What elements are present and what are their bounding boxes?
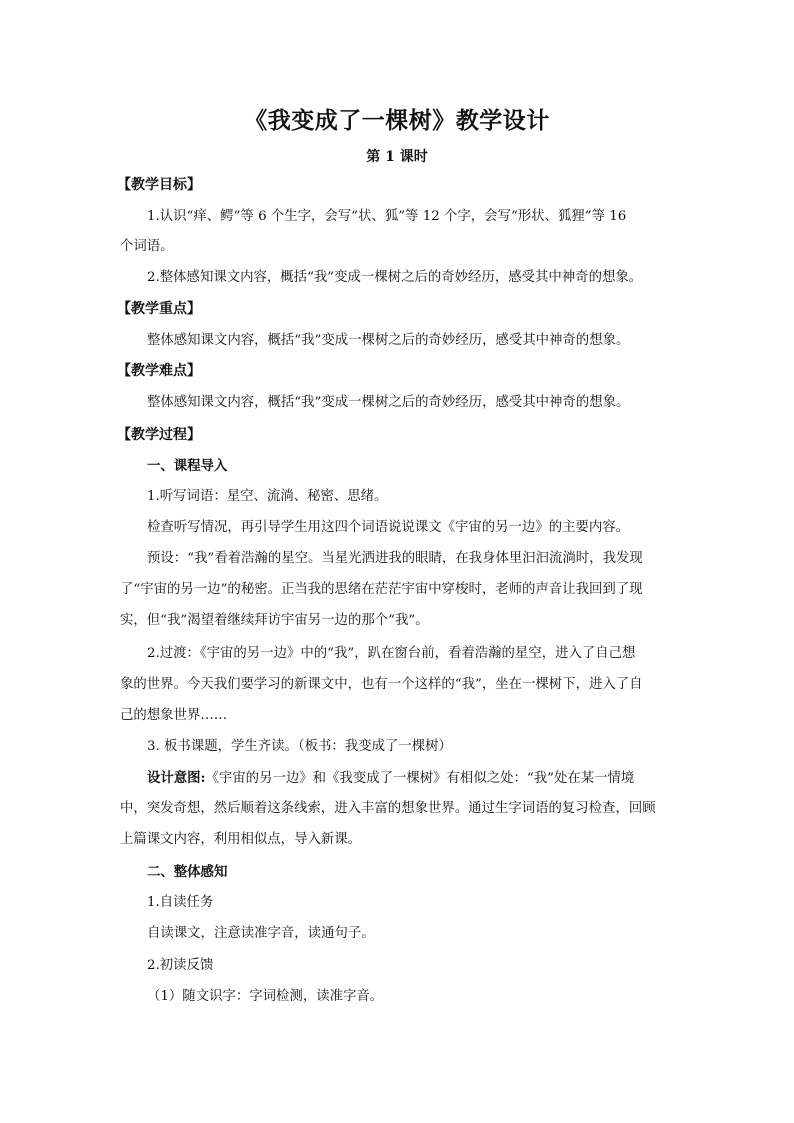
transition-line-1: 2.过渡：《宇宙的另一边》中的“我”，趴在窗台前，看着浩瀚的星空，进入了自己想 — [147, 646, 636, 661]
preset-line-1: 预设：“我”看着浩瀚的星空。当星光洒进我的眼睛，在我身体里汩汩流淌时，我发现 — [147, 551, 643, 566]
process-item-3: 3. 板书课题，学生齐读。（板书：我变成了一棵树） — [147, 739, 452, 754]
self-reading-text: 自读课文，注意读准字音，读通句子。 — [147, 926, 375, 941]
objective-2: 2.整体感知课文内容，概括“我”变成一棵树之后的奇妙经历，感受其中神奇的想象。 — [147, 270, 643, 285]
objective-1-line-2: 个词语。 — [120, 239, 174, 254]
section-2-heading: 二、整体感知 — [147, 864, 228, 880]
difficult-points-text: 整体感知课文内容，概括“我”变成一棵树之后的奇妙经历，感受其中神奇的想象。 — [147, 395, 630, 410]
design-intent-line-1 — [147, 768, 680, 789]
preset-line-3: 实，但“我”渴望着继续拜访宇宙另一边的那个“我”。 — [120, 613, 429, 628]
heading-difficult-points: 【教学难点】 — [117, 363, 201, 379]
document-title: 《我变成了一棵树》教学设计 — [244, 107, 550, 134]
heading-process: 【教学过程】 — [117, 427, 201, 443]
process-item-2: 检查听写情况，再引导学生用这四个词语说说课文《宇宙的另一边》的主要内容。 — [147, 520, 630, 535]
transition-line-3: 己的想象世界…… — [120, 708, 228, 723]
initial-feedback: 2.初读反馈 — [147, 958, 214, 973]
design-intent-line-3: 上篇课文内容，利用相似点，导入新课。 — [120, 832, 362, 847]
process-item-1: 1.听写词语：星空、流淌、秘密、思绪。 — [147, 489, 388, 504]
section-1-heading: 一、课程导入 — [147, 458, 228, 474]
key-points-text: 整体感知课文内容，概括“我”变成一棵树之后的奇妙经历，感受其中神奇的想象。 — [147, 333, 630, 348]
heading-key-points: 【教学重点】 — [117, 301, 201, 317]
design-intent-line-2: 中，突发奇想，然后顺着这条线索，进入丰富的想象世界。通过生字词语的复习检查，回顾 — [120, 801, 656, 816]
objective-1-line-1: 1.认识“痒、鳄”等 6 个生字，会写“状、狐”等 12 个字，会写“形状、狐狸”等 16 — [147, 209, 627, 224]
design-intent-text: 《宇宙的另一边》和《我变成了一棵树》有相似之处：“我”处在某一情境 — [205, 771, 635, 786]
self-reading-task: 1.自读任务 — [147, 895, 214, 910]
preset-line-2: 了“宇宙的另一边”的秘密。正当我的思绪在茫茫宇宙中穿梭时，老师的声音让我回到了现 — [120, 582, 643, 597]
lesson-period: 第 1 课时 — [366, 149, 428, 165]
transition-line-2: 象的世界。今天我们要学习的新课文中，也有一个这样的“我”，坐在一棵树下，进入了自 — [120, 677, 643, 692]
feedback-item-1: （1）随文识字：字词检测，读准字音。 — [147, 989, 384, 1004]
heading-objectives: 【教学目标】 — [117, 177, 201, 193]
design-intent-label: 设计意图: — [147, 770, 206, 786]
